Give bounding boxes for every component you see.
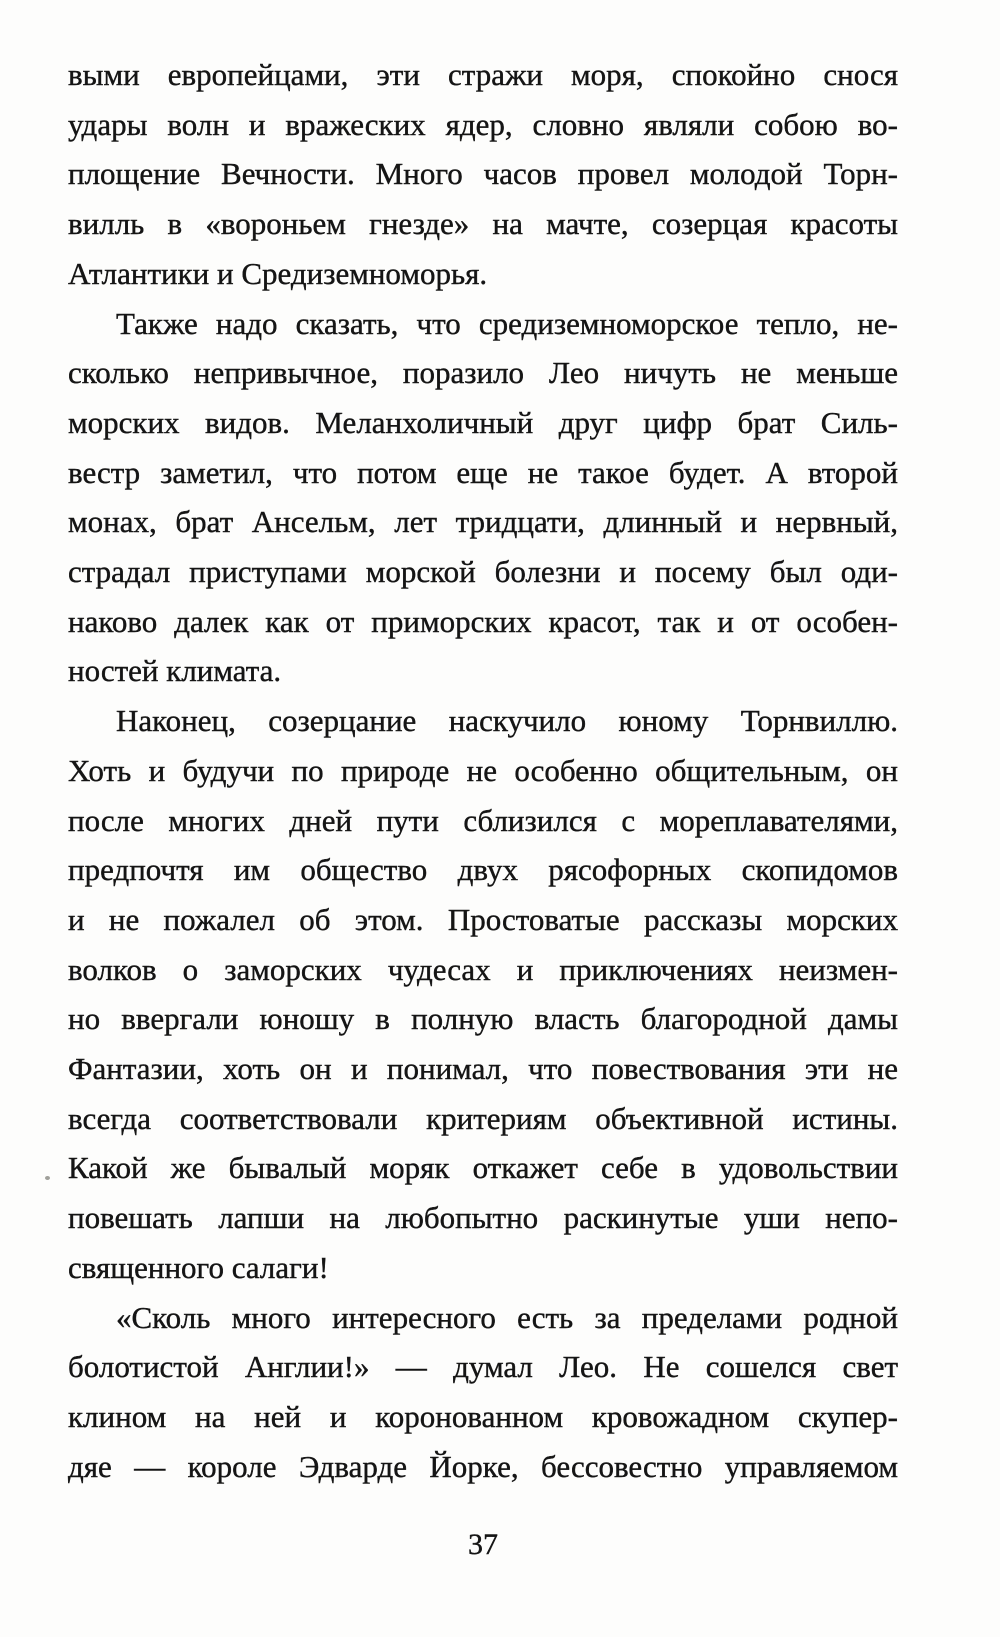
text-line: повешать лапши на любопытно раскинутые уши непо-: [68, 1200, 898, 1236]
text-line: страдал приступами морской болезни и посему был оди-: [68, 554, 898, 590]
text-line: «Сколь много интересного есть за пределами родной: [116, 1299, 898, 1335]
text-line: болотистой Англии!» — думал Лео. Не сошелся свет: [68, 1349, 898, 1385]
text-line: но ввергали юношу в полную власть благородной дамы: [68, 1001, 898, 1037]
text-line: и не пожалел об этом. Простоватые рассказы морских: [68, 901, 898, 937]
text-line: выми европейцами, эти стражи моря, спокойно снося: [68, 57, 898, 92]
text-line: сколько непривычное, поразило Лео ничуть не меньше: [68, 355, 898, 391]
text-line: Также надо сказать, что средиземноморское тепло, не-: [116, 305, 898, 341]
text-line: ностей климата.: [68, 653, 282, 689]
text-line: предпочтя им общество двух рясофорных скопидомов: [68, 852, 898, 888]
text-line: дяе — короле Эдварде Йорке, бессовестно управляемом: [68, 1448, 898, 1484]
text-line: клином на ней и коронованном кровожадном скупер-: [68, 1398, 898, 1434]
text-line: вестр заметил, что потом еще не такое будет. А второй: [68, 454, 898, 490]
text-line: вилль в «вороньем гнезде» на мачте, созерцая красоты: [68, 206, 898, 242]
scan-speck: [45, 1176, 50, 1180]
text-line: монах, брат Ансельм, лет тридцати, длинный и нервный,: [68, 504, 898, 540]
text-line: наково далек как от приморских красот, так и от особен-: [68, 603, 898, 639]
text-line: площение Вечности. Много часов провел молодой Торн-: [68, 156, 898, 192]
page-number: 37: [468, 1528, 498, 1561]
text-line: всегда соответствовали критериям объективной истины.: [68, 1100, 898, 1136]
page-text: [68, 50, 898, 1491]
text-line: Какой же бывалый моряк откажет себе в удовольствии: [68, 1150, 898, 1186]
text-line: Фантазии, хоть он и понимал, что повествования эти не: [68, 1051, 898, 1087]
text-line: после многих дней пути сблизился с мореплавателями,: [68, 802, 898, 838]
text-line: морских видов. Меланхоличный друг цифр брат Силь-: [68, 404, 898, 440]
text-line: Наконец, созерцание наскучило юному Торнвиллю.: [116, 703, 898, 739]
text-line: священного салаги!: [68, 1249, 329, 1285]
text-line: Атлантики и Средиземноморья.: [68, 255, 488, 291]
text-line: волков о заморских чудесах и приключениях неизмен-: [68, 951, 898, 987]
text-line: удары волн и вражеских ядер, словно являли собою во-: [68, 106, 898, 142]
text-line: Хоть и будучи по природе не особенно общительным, он: [68, 752, 898, 788]
